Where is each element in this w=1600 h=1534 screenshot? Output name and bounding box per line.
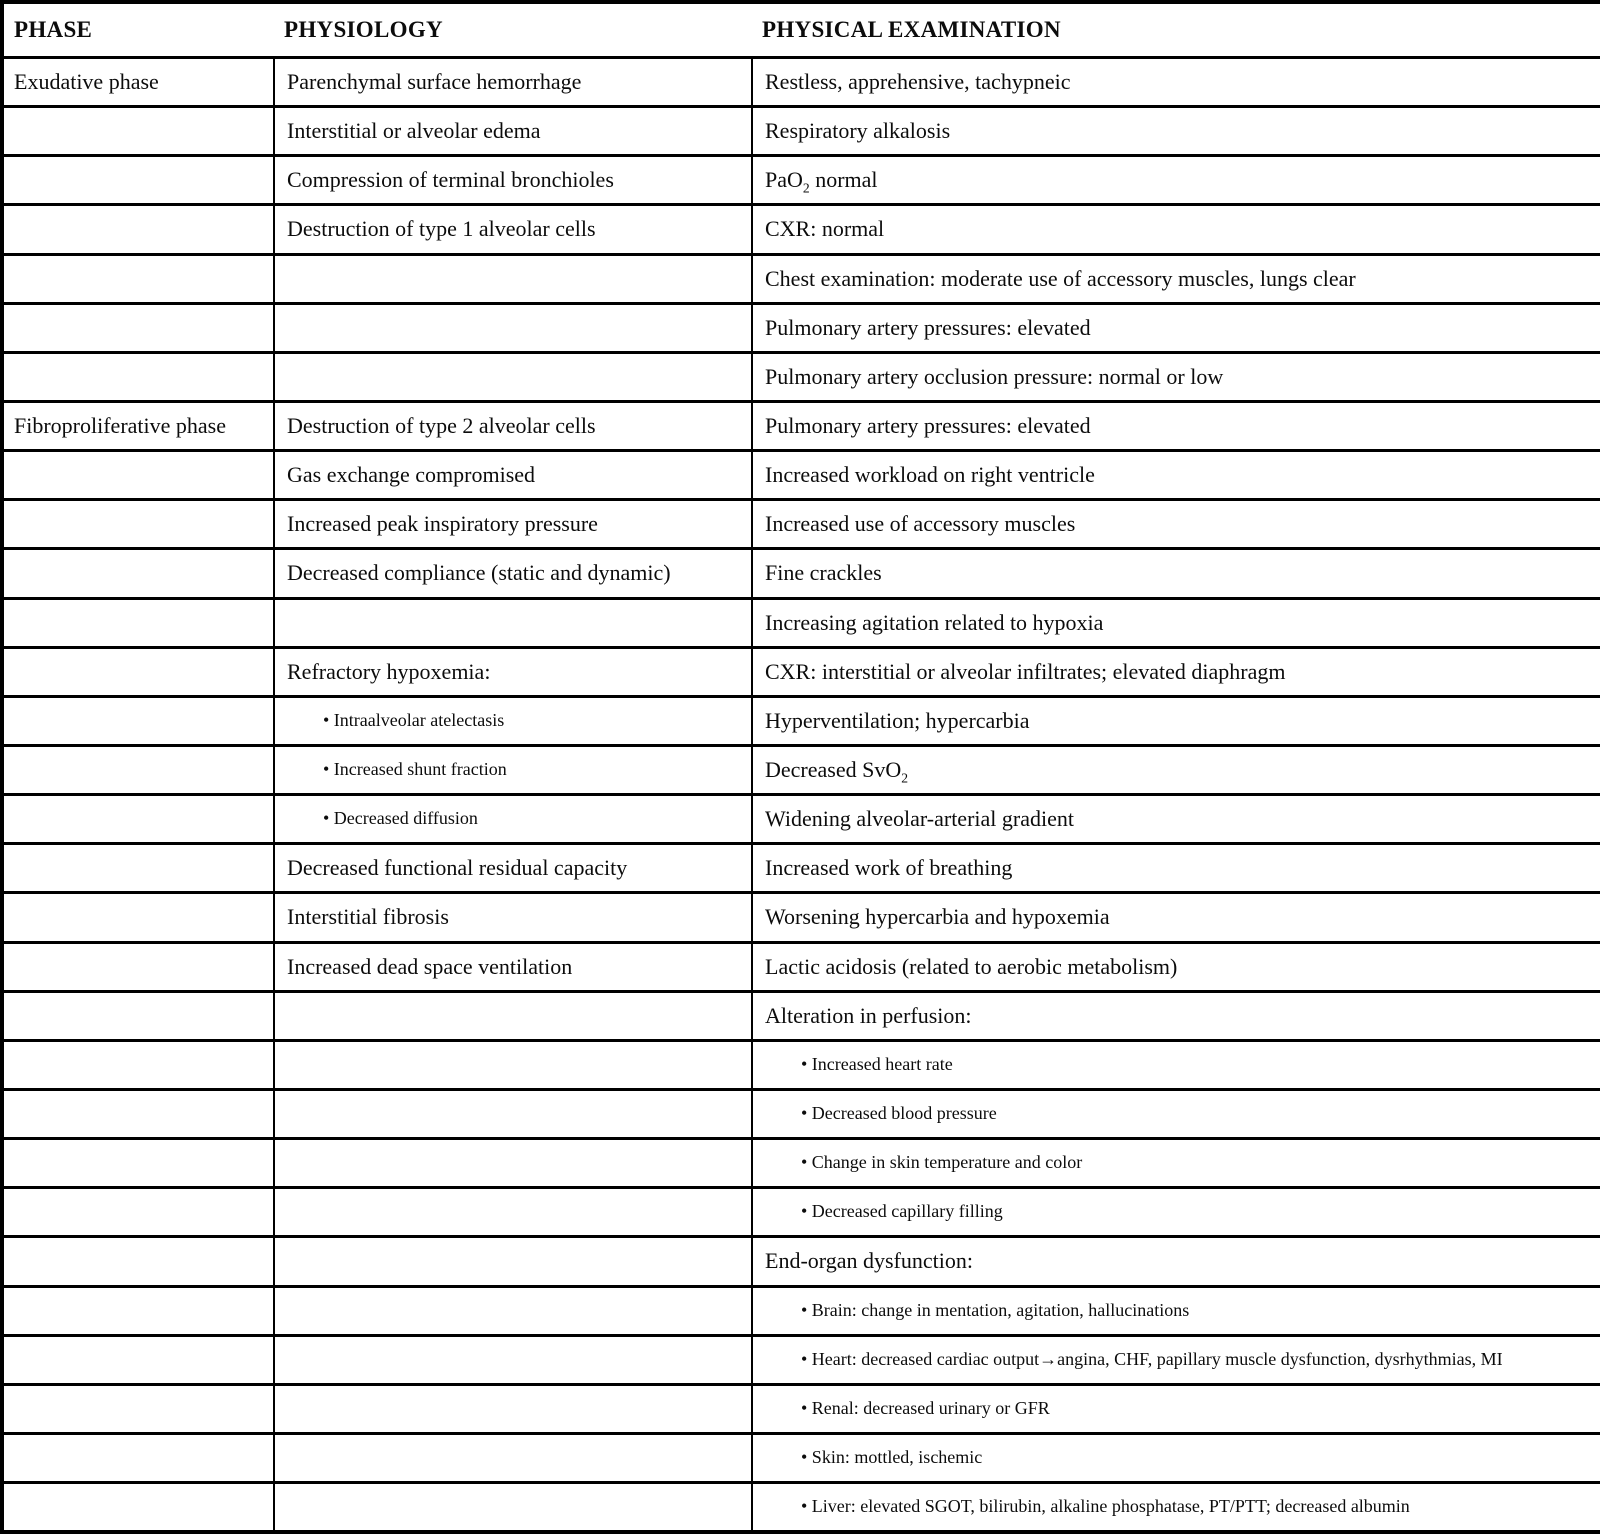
phase-cell [2, 500, 274, 549]
physiology-cell: Decreased compliance (static and dynamic) [274, 549, 752, 598]
table-row [2, 1040, 1600, 1089]
physiology-cell [274, 1433, 752, 1482]
phase-cell [2, 1483, 274, 1532]
exam-cell: • Brain: change in mentation, agitation, hallucinations [752, 1286, 1600, 1335]
physiology-cell [274, 303, 752, 352]
exam-cell: Decreased SvO$_2$ [752, 745, 1600, 794]
exam-cell: Widening alveolar-arterial gradient [752, 795, 1600, 844]
table-row [2, 1089, 1600, 1138]
physiology-cell: Compression of terminal bronchioles [274, 156, 752, 205]
exam-cell: • Decreased capillary filling [752, 1188, 1600, 1237]
phase-cell [2, 1433, 274, 1482]
table-row [2, 401, 1600, 450]
phase-cell [2, 1286, 274, 1335]
table-row [2, 500, 1600, 549]
table-row [2, 451, 1600, 500]
physiology-cell: Increased peak inspiratory pressure [274, 500, 752, 549]
phase-cell [2, 1384, 274, 1433]
physiology-cell [274, 1089, 752, 1138]
phase-cell [2, 1188, 274, 1237]
exam-cell: • Renal: decreased urinary or GFR [752, 1384, 1600, 1433]
phase-cell [2, 696, 274, 745]
exam-cell: Hyperventilation; hypercarbia [752, 696, 1600, 745]
phase-cell [2, 893, 274, 942]
exam-cell: Chest examination: moderate use of accessory muscles, lungs clear [752, 254, 1600, 303]
exam-cell: Increased use of accessory muscles [752, 500, 1600, 549]
phase-cell [2, 107, 274, 156]
exam-cell: Restless, apprehensive, tachypneic [752, 58, 1600, 107]
physiology-cell: Interstitial fibrosis [274, 893, 752, 942]
exam-cell: End-organ dysfunction: [752, 1237, 1600, 1286]
physiology-cell: Parenchymal surface hemorrhage [274, 58, 752, 107]
physiology-cell [274, 254, 752, 303]
physiology-cell: Destruction of type 1 alveolar cells [274, 205, 752, 254]
phase-cell [2, 549, 274, 598]
physiology-cell [274, 352, 752, 401]
column-header-physiology: PHYSIOLOGY [274, 2, 752, 58]
exam-cell: CXR: interstitial or alveolar infiltrates; elevated diaphragm [752, 647, 1600, 696]
phase-cell [2, 844, 274, 893]
phase-cell [2, 156, 274, 205]
table-row [2, 58, 1600, 107]
physiology-cell: • Increased shunt fraction [274, 745, 752, 794]
exam-cell: PaO$_2$ normal [752, 156, 1600, 205]
phase-cell [2, 1335, 274, 1384]
exam-cell: Pulmonary artery pressures: elevated [752, 401, 1600, 450]
exam-cell: Alteration in perfusion: [752, 991, 1600, 1040]
phase-cell [2, 205, 274, 254]
phase-cell [2, 1237, 274, 1286]
table-row [2, 696, 1600, 745]
exam-cell: Increasing agitation related to hypoxia [752, 598, 1600, 647]
table-row [2, 107, 1600, 156]
phase-cell [2, 254, 274, 303]
phase-cell: Exudative phase [2, 58, 274, 107]
column-header-phase: PHASE [2, 2, 274, 58]
exam-cell: Lactic acidosis (related to aerobic metabolism) [752, 942, 1600, 991]
physiology-cell: Gas exchange compromised [274, 451, 752, 500]
phase-cell [2, 352, 274, 401]
exam-cell: • Liver: elevated SGOT, bilirubin, alkaline phosphatase, PT/PTT; decreased albumin [752, 1483, 1600, 1532]
phase-cell [2, 942, 274, 991]
physiology-cell [274, 1188, 752, 1237]
table-row [2, 1286, 1600, 1335]
physiology-cell: • Intraalveolar atelectasis [274, 696, 752, 745]
table-row [2, 1433, 1600, 1482]
table-row [2, 647, 1600, 696]
physiology-cell [274, 991, 752, 1040]
exam-cell: Fine crackles [752, 549, 1600, 598]
exam-cell: Increased workload on right ventricle [752, 451, 1600, 500]
table-row [2, 1139, 1600, 1188]
table-row [2, 1237, 1600, 1286]
physiology-cell: Interstitial or alveolar edema [274, 107, 752, 156]
physiology-cell: Refractory hypoxemia: [274, 647, 752, 696]
exam-cell: • Increased heart rate [752, 1040, 1600, 1089]
physiology-cell: Decreased functional residual capacity [274, 844, 752, 893]
exam-cell: • Change in skin temperature and color [752, 1139, 1600, 1188]
exam-cell: • Heart: decreased cardiac output→angina, CHF, papillary muscle dysfunction, dysrhythmias, MI [752, 1335, 1600, 1384]
physiology-cell [274, 1139, 752, 1188]
exam-cell: Pulmonary artery pressures: elevated [752, 303, 1600, 352]
exam-cell: Worsening hypercarbia and hypoxemia [752, 893, 1600, 942]
physiology-cell [274, 1040, 752, 1089]
table-row [2, 991, 1600, 1040]
phase-cell [2, 1040, 274, 1089]
physiology-cell [274, 1237, 752, 1286]
phase-cell [2, 647, 274, 696]
table-row [2, 893, 1600, 942]
table-body [2, 58, 1600, 1533]
table-row [2, 844, 1600, 893]
exam-cell: Increased work of breathing [752, 844, 1600, 893]
table-row [2, 549, 1600, 598]
table-row [2, 303, 1600, 352]
table-row [2, 1188, 1600, 1237]
table-row [2, 745, 1600, 794]
physiology-cell [274, 1286, 752, 1335]
table-row [2, 1384, 1600, 1433]
table-row [2, 598, 1600, 647]
phase-cell [2, 1139, 274, 1188]
table-row [2, 942, 1600, 991]
header-row [2, 2, 1600, 58]
table-row [2, 352, 1600, 401]
table-row [2, 156, 1600, 205]
phase-cell: Fibroproliferative phase [2, 401, 274, 450]
physiology-cell: Increased dead space ventilation [274, 942, 752, 991]
physiology-cell [274, 1483, 752, 1532]
table-row [2, 1483, 1600, 1532]
physiology-cell [274, 1384, 752, 1433]
table-row [2, 254, 1600, 303]
phase-cell [2, 745, 274, 794]
table-row [2, 795, 1600, 844]
exam-cell: • Skin: mottled, ischemic [752, 1433, 1600, 1482]
exam-cell: Pulmonary artery occlusion pressure: normal or low [752, 352, 1600, 401]
table-header [2, 2, 1600, 58]
exam-cell: CXR: normal [752, 205, 1600, 254]
physiology-cell: • Decreased diffusion [274, 795, 752, 844]
physiology-cell: Destruction of type 2 alveolar cells [274, 401, 752, 450]
column-header-physical-examination: PHYSICAL EXAMINATION [752, 2, 1600, 58]
phase-cell [2, 991, 274, 1040]
table-row [2, 1335, 1600, 1384]
exam-cell: Respiratory alkalosis [752, 107, 1600, 156]
phase-cell [2, 303, 274, 352]
exam-cell: • Decreased blood pressure [752, 1089, 1600, 1138]
physiology-cell [274, 598, 752, 647]
table-row [2, 205, 1600, 254]
physiology-cell [274, 1335, 752, 1384]
phase-cell [2, 795, 274, 844]
phase-cell [2, 598, 274, 647]
phase-cell [2, 451, 274, 500]
phase-cell [2, 1089, 274, 1138]
